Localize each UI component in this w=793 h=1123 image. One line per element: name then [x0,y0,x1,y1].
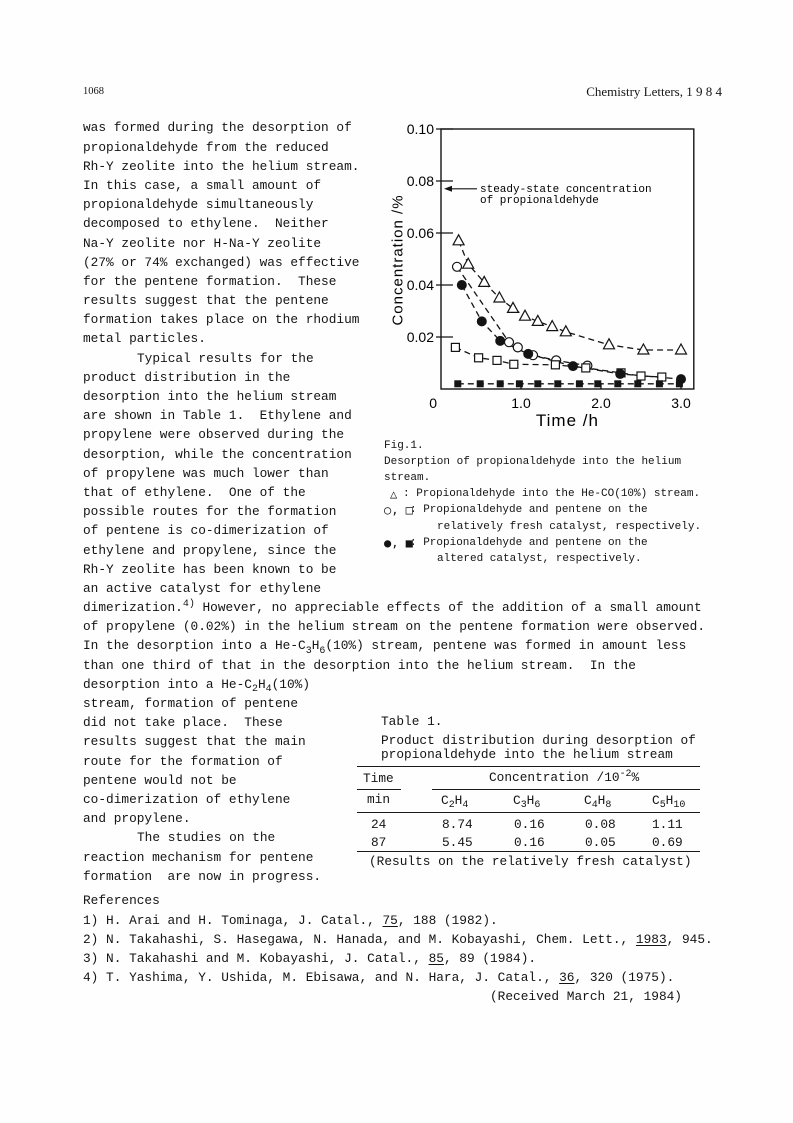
reference-item [83,930,713,949]
data-point-open-square [637,372,645,380]
subscript: 4 [462,799,469,811]
reference-item [83,949,713,968]
body-line: results suggest that the main [83,734,306,750]
subscript: 4 [591,799,598,811]
table-cell: 0.16 [514,835,545,850]
text-segment: However, no appreciable effects of the addition of a small amount [194,600,702,616]
reference-item [83,968,713,987]
text-segment: C [652,793,660,808]
table-cell: 1.11 [652,817,683,832]
journal-title: Chemistry Letters, 1 9 8 4 [586,84,722,99]
data-point-open-square [493,356,501,364]
text-segment: C [513,793,521,808]
data-point-filled-square [614,380,621,387]
subscript: 2 [251,683,258,695]
y-axis-label: Concentration /% [389,194,407,326]
superscript: -2 [619,767,632,779]
y-tick-label: 0.02 [406,329,434,345]
data-point-filled-square [454,380,461,387]
data-point-filled-circle [568,361,578,371]
data-point-filled-square [554,380,561,387]
body-line: The studies on the [137,830,276,846]
underlined-text: 1983 [635,931,667,947]
table-header-time-unit: min [367,792,391,807]
body-line: propionaldehyde simultaneously [83,197,314,213]
text-segment: 1) H. Arai and H. Tominaga, J. Catal., [83,912,383,928]
data-point-filled-square [634,380,641,387]
subscript: 3 [520,799,527,811]
body-line: co-dimerization of ethylene [83,791,291,807]
text-segment: Concentration /10 [489,770,620,785]
table-bottom-rule [357,851,700,852]
table-label: Table 1. [381,714,443,729]
body-line: of propylene was much lower than [83,465,329,481]
subscript: 6 [534,799,541,811]
body-line: results suggest that the pentene [83,293,329,309]
data-point-open-circle [513,343,522,352]
data-point-open-square [582,364,590,372]
figure-caption-line: Desorption of propionaldehyde into the helium [384,456,682,468]
data-point-filled-circle [457,280,467,290]
data-point-open-triangle [463,258,474,268]
body-line: desorption, while the concentration [83,446,352,462]
table-column-header [652,792,685,810]
legend-symbol-filled-circle-square: ●, ■ [384,536,413,550]
text-segment: H [526,793,535,808]
data-point-filled-square [516,380,523,387]
table-cell: 5.45 [442,835,473,850]
data-point-filled-square [676,380,683,387]
data-point-open-triangle [547,321,558,331]
text-segment: dimerization. [83,600,183,616]
subscript: 10 [673,799,686,811]
body-line: formation takes place on the rhodium [83,312,360,328]
y-tick-label: 0.06 [406,225,434,241]
body-line: ethylene and propylene, since the [83,542,337,558]
text-segment: 3) N. Takahashi and M. Kobayashi, J. Catal., [83,950,429,966]
table-column-header [513,792,540,810]
body-line: decomposed to ethylene. Neither [83,216,329,232]
data-point-filled-square [594,380,601,387]
text-segment: 2) N. Takahashi, S. Hasegawa, N. Hanada, and M. Kobayashi, Chem. Lett., [83,931,636,947]
body-line: reaction mechanism for pentene [83,849,314,865]
table-header-concentration [489,769,639,787]
x-tick-label: 1.0 [511,395,531,411]
table-cell: 0.69 [652,835,683,850]
x-tick-label: 0 [429,395,437,411]
underlined-text: 85 [428,950,444,966]
data-point-open-triangle [676,344,687,354]
body-line: In this case, a small amount of [83,177,322,193]
subscript: 8 [605,799,612,811]
body-line: was formed during the desorption of [83,120,352,136]
body-line: an active catalyst for ethylene [83,580,322,596]
body-line: did not take place. These [83,715,283,731]
x-tick-label: 3.0 [671,395,691,411]
figure-caption-line: stream. [384,472,431,484]
text-segment: C [441,793,449,808]
body-line: Typical results for the [137,350,314,366]
body-line: are shown in Table 1. Ethylene and [83,408,352,424]
table-title-line: Product distribution during desorption of [381,733,696,748]
data-point-open-triangle [508,302,519,312]
y-tick-label: 0.10 [406,121,434,137]
table-header-rule [357,789,401,790]
figure-1-chart [370,110,710,440]
text-segment: H [257,676,266,692]
legend-text: : Propionaldehyde and pentene on the [410,537,648,549]
body-line: that of ethylene. One of the [83,484,306,500]
data-point-filled-square [576,380,583,387]
table-footnote: (Results on the relatively fresh catalyst) [369,854,692,869]
text-segment: % [631,770,640,785]
text-segment: H [597,793,606,808]
body-line: propionaldehyde from the reduced [83,139,329,155]
received-date: (Received March 21, 1984) [490,989,682,1004]
table-title-line: propionaldehyde into the helium stream [381,747,673,762]
body-line: Rh-Y zeolite into the helium stream. [83,158,360,174]
text-segment: H [665,793,674,808]
text-segment: , 945. [666,931,713,947]
table-header-time: Time [363,771,394,786]
legend-text-continuation: altered catalyst, respectively. [437,553,642,565]
legend-text: : Propionaldehyde and pentene on the [410,504,648,516]
x-axis-label: Time /h [535,411,599,430]
text-segment: In the desorption into a He-C [83,638,306,654]
annotation-text: of propionaldehyde [480,194,599,207]
page-number: 1068 [83,86,104,97]
body-line: for the pentene formation. These [83,273,337,289]
body-line: Na-Y zeolite nor H-Na-Y zeolite [83,235,322,251]
body-line: (27% or 74% exchanged) was effective [83,254,360,270]
references-heading: References [83,893,160,909]
body-line: possible routes for the formation [83,504,337,520]
data-point-open-square [475,354,483,362]
body-line: route for the formation of [83,753,283,769]
body-line [83,636,705,655]
data-point-open-triangle [604,339,615,349]
table-column-header [584,792,611,810]
data-point-filled-square [534,380,541,387]
table-cell-time: 87 [371,835,387,850]
table-cell: 8.74 [442,817,473,832]
legend-text-continuation: relatively fresh catalyst, respectively. [437,521,702,533]
data-point-filled-square [497,380,504,387]
table-header-rule [432,789,700,790]
references [83,891,713,987]
figure-label: Fig.1. [384,440,424,452]
body-line: stream, formation of pentene [83,696,299,712]
data-point-filled-circle [615,369,625,379]
table-mid-rule [357,812,700,813]
data-point-filled-circle [477,316,487,326]
table-cell: 0.08 [585,817,616,832]
data-point-open-circle [505,338,514,347]
text-segment: , 320 (1975). [574,970,675,986]
plot-frame [441,129,694,389]
body-line: formation are now in progress. [83,868,322,884]
body-line: product distribution in the [83,369,291,385]
reference-item [83,911,713,930]
subscript: 4 [265,683,272,695]
table-column-header [441,792,468,810]
body-line: metal particles. [83,331,206,347]
table-cell: 0.16 [514,817,545,832]
text-segment: 4) T. Yashima, Y. Ushida, M. Ebisawa, and N. Hara, J. Catal., [83,970,560,986]
text-segment: , 188 (1982). [397,912,498,928]
data-point-filled-circle [523,349,533,359]
subscript: 5 [659,799,666,811]
body-line: of propylene (0.02%) in the helium stream on the pentene formation were observed. [83,619,706,635]
subscript: 2 [448,799,455,811]
data-point-filled-circle [495,336,505,346]
text-segment: desorption into a He-C [83,676,252,692]
data-point-filled-square [656,380,663,387]
body-line: pentene would not be [83,772,237,788]
body-line: desorption into the helium stream [83,389,337,405]
data-point-filled-square [477,380,484,387]
body-line: than one third of that in the desorption into the helium stream. In the [83,657,636,673]
data-point-open-square [658,373,666,381]
table-top-rule [357,766,700,767]
underlined-text: 36 [559,970,575,986]
annotation-text: steady-state concentration [480,183,652,196]
reference-list [83,911,713,988]
text-segment: C [584,793,592,808]
table-cell: 0.05 [585,835,616,850]
subscript: 6 [319,644,326,656]
text-segment: (10%) [271,676,311,692]
data-point-open-square [451,343,459,351]
body-line [83,598,705,617]
text-segment: H [311,638,320,654]
underlined-text: 75 [382,912,398,928]
text-segment: , 89 (1984). [443,950,537,966]
y-tick-label: 0.08 [406,173,434,189]
body-line: of pentene is co-dimerization of [83,523,329,539]
legend-symbol-open-triangle: △ [390,487,398,501]
text-segment: (10%) stream, pentene was formed in amount less [325,638,687,654]
x-tick-label: 2.0 [591,395,611,411]
subscript: 3 [305,644,312,656]
legend-symbol-open-circle-square: ○, □ [384,503,413,517]
data-point-open-square [551,361,559,369]
body-line: Rh-Y zeolite has been known to be [83,561,337,577]
annotation-arrowhead [444,186,452,192]
data-point-open-triangle [520,310,531,320]
legend-text: : Propionaldehyde into the He-CO(10%) stream. [403,488,701,500]
body-line: propylene were observed during the [83,427,345,443]
table-cell-time: 24 [371,817,387,832]
data-point-open-square [510,360,518,368]
body-line: and propylene. [83,811,191,827]
data-point-open-triangle [453,235,464,245]
y-tick-label: 0.04 [406,277,434,293]
data-point-open-circle [453,262,462,271]
superscript: 4) [182,597,195,609]
text-segment: H [454,793,463,808]
body-line [83,675,705,694]
